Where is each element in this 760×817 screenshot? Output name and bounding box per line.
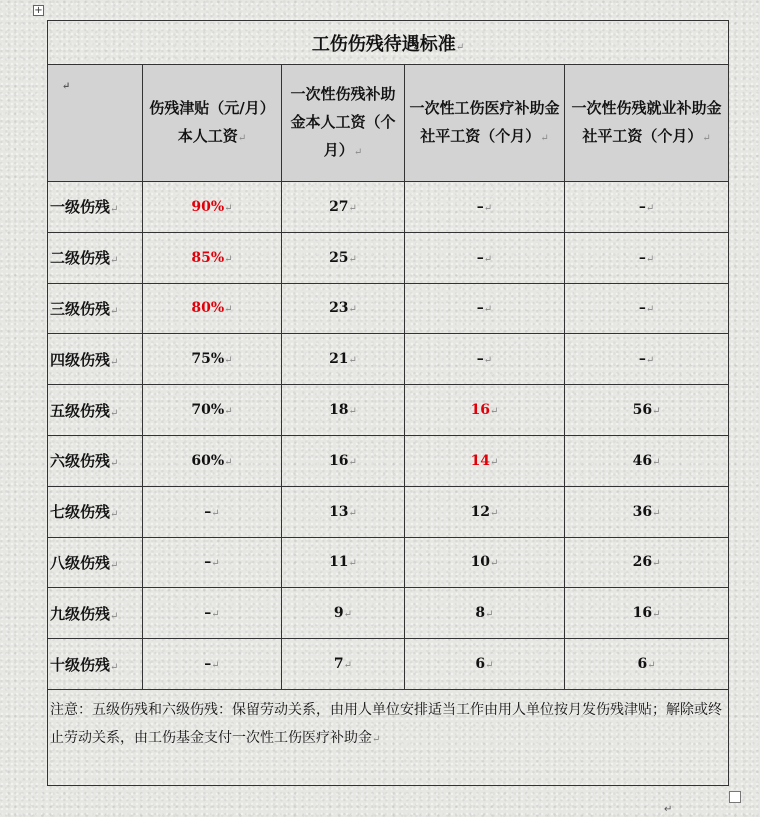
- level-text: 二级伤残: [50, 249, 111, 268]
- table-row: [48, 588, 729, 639]
- employment-value: 16: [632, 605, 653, 622]
- allowance-value: 90%: [191, 198, 225, 215]
- medical-value: –: [476, 300, 484, 317]
- employment-cell[interactable]: [565, 486, 729, 537]
- medical-value: 12: [470, 503, 491, 520]
- employment-value: –: [638, 249, 646, 266]
- allowance-cell[interactable]: [143, 435, 282, 486]
- paragraph-mark-icon: ↵: [348, 558, 357, 570]
- paragraph-mark-icon: ↵: [110, 661, 119, 673]
- paragraph-mark-icon: ↵: [343, 609, 353, 621]
- paragraph-mark-icon: ↵: [348, 304, 357, 316]
- level-cell[interactable]: [48, 182, 143, 233]
- table-row: [48, 639, 729, 690]
- paragraph-mark-icon: ↵: [490, 507, 499, 519]
- note-text: 注意：五级伤残和六级伤残：保留劳动关系，由用人单位安排适当工作由用人单位按月发伤残津贴；解除或终止劳动关系，由工伤基金支付一次性工伤医疗补助金: [50, 701, 722, 746]
- level-text: 九级伤残: [50, 604, 111, 623]
- note-cell[interactable]: [48, 689, 729, 785]
- paragraph-mark-icon: ↵: [348, 202, 357, 214]
- paragraph-mark-icon: ↵: [62, 81, 71, 92]
- header-disability-grant[interactable]: [282, 65, 405, 182]
- level-cell[interactable]: [48, 232, 143, 283]
- paragraph-mark-icon: ↵: [348, 253, 357, 265]
- disability-cell[interactable]: [282, 588, 405, 639]
- header-allowance-text: 伤残津贴（元/月）本人工资: [149, 98, 275, 145]
- allowance-cell[interactable]: [143, 385, 282, 436]
- paragraph-mark-icon: ↵: [110, 255, 119, 267]
- disability-value: 18: [329, 402, 349, 419]
- paragraph-mark-icon: ↵: [483, 202, 493, 214]
- level-cell[interactable]: [48, 435, 143, 486]
- paragraph-mark-icon: ↵: [110, 458, 119, 470]
- medical-value: 14: [470, 452, 491, 469]
- paragraph-mark-icon: ↵: [490, 558, 499, 570]
- paragraph-mark-icon: ↵: [483, 253, 493, 265]
- employment-value: –: [638, 300, 646, 317]
- disability-benefits-table: [47, 20, 729, 786]
- employment-value: 46: [632, 452, 653, 469]
- level-cell[interactable]: [48, 283, 143, 334]
- paragraph-mark-icon: ↵: [652, 507, 661, 519]
- employment-cell[interactable]: [565, 639, 729, 690]
- table-row: [48, 334, 729, 385]
- paragraph-mark-icon: ↵: [348, 406, 357, 418]
- employment-cell[interactable]: [565, 232, 729, 283]
- allowance-cell[interactable]: [143, 283, 282, 334]
- level-text: 一级伤残: [50, 198, 111, 217]
- level-cell[interactable]: [48, 537, 143, 588]
- paragraph-mark-icon: ↵: [224, 355, 233, 367]
- medical-cell[interactable]: [405, 537, 565, 588]
- paragraph-mark-icon: ↵: [211, 558, 220, 570]
- paragraph-mark-icon: ↵: [224, 406, 233, 418]
- allowance-value: –: [204, 503, 212, 520]
- medical-value: –: [476, 351, 484, 368]
- medical-cell[interactable]: [405, 486, 565, 537]
- paragraph-mark-icon: ↵: [343, 660, 353, 672]
- employment-cell[interactable]: [565, 283, 729, 334]
- allowance-value: 60%: [191, 452, 225, 469]
- allowance-value: –: [204, 656, 212, 673]
- disability-cell[interactable]: [282, 537, 405, 588]
- paragraph-mark-icon: ↵: [647, 660, 656, 672]
- header-employment-grant[interactable]: [565, 65, 729, 182]
- disability-value: 21: [329, 351, 349, 368]
- table-move-handle[interactable]: +: [34, 5, 43, 16]
- medical-cell[interactable]: [405, 588, 565, 639]
- table-title-cell[interactable]: [48, 21, 729, 65]
- paragraph-mark-icon: ↵: [483, 355, 493, 367]
- paragraph-mark-icon: ↵: [490, 456, 499, 468]
- paragraph-mark-icon: ↵: [348, 355, 357, 367]
- paragraph-mark-icon: ↵: [490, 406, 499, 418]
- paragraph-mark-icon: ↵: [110, 509, 119, 521]
- disability-cell[interactable]: [282, 435, 405, 486]
- paragraph-mark-icon: ↵: [211, 507, 220, 519]
- employment-value: 6: [637, 656, 648, 673]
- employment-cell[interactable]: [565, 334, 729, 385]
- paragraph-mark-icon: ↵: [224, 253, 233, 265]
- paragraph-mark-icon: ↵: [645, 355, 655, 367]
- header-row: [48, 65, 729, 182]
- medical-value: –: [476, 198, 484, 215]
- paragraph-mark-icon: ↵: [110, 356, 119, 368]
- level-text: 六级伤残: [50, 452, 111, 471]
- header-allowance[interactable]: [143, 65, 282, 182]
- employment-value: 26: [632, 554, 653, 571]
- paragraph-mark-icon: ↵: [483, 304, 493, 316]
- allowance-cell[interactable]: [143, 486, 282, 537]
- paragraph-mark-icon: ↵: [224, 456, 233, 468]
- disability-value: 9: [333, 605, 344, 622]
- paragraph-mark-icon: ↵: [237, 132, 247, 144]
- level-cell[interactable]: [48, 385, 143, 436]
- disability-cell[interactable]: [282, 182, 405, 233]
- paragraph-mark-icon: ↵: [485, 660, 494, 672]
- employment-value: 56: [632, 402, 653, 419]
- employment-cell[interactable]: [565, 537, 729, 588]
- header-medical-grant-text: 一次性工伤医疗补助金社平工资（个月）: [409, 98, 560, 145]
- paragraph-mark-icon: ↵: [645, 202, 655, 214]
- allowance-value: 75%: [191, 351, 225, 368]
- paragraph-mark-icon: ↵: [224, 304, 233, 316]
- disability-cell[interactable]: [282, 486, 405, 537]
- paragraph-mark-icon: ↵: [652, 609, 661, 621]
- allowance-cell[interactable]: [143, 232, 282, 283]
- paragraph-mark-icon: ↵: [645, 304, 655, 316]
- disability-cell[interactable]: [282, 232, 405, 283]
- header-corner-cell[interactable]: [48, 65, 143, 182]
- allowance-cell[interactable]: [143, 182, 282, 233]
- employment-cell[interactable]: [565, 385, 729, 436]
- allowance-value: –: [204, 554, 212, 571]
- table-row: [48, 232, 729, 283]
- employment-value: –: [638, 351, 646, 368]
- allowance-cell[interactable]: [143, 588, 282, 639]
- disability-value: 13: [329, 503, 349, 520]
- paragraph-mark-icon: ↵: [372, 733, 381, 745]
- allowance-cell[interactable]: [143, 334, 282, 385]
- medical-value: 8: [475, 605, 486, 622]
- header-disability-grant-text: 一次性伤残补助金本人工资（个月）: [290, 84, 396, 159]
- disability-cell[interactable]: [282, 334, 405, 385]
- medical-value: 16: [470, 402, 491, 419]
- disability-value: 27: [329, 198, 349, 215]
- level-cell[interactable]: [48, 588, 143, 639]
- paragraph-mark-icon: ↵: [652, 558, 661, 570]
- medical-cell[interactable]: [405, 182, 565, 233]
- level-text: 五级伤残: [50, 401, 111, 420]
- employment-value: –: [638, 198, 646, 215]
- medical-cell[interactable]: [405, 232, 565, 283]
- disability-value: 7: [333, 656, 344, 673]
- level-cell[interactable]: [48, 639, 143, 690]
- level-cell[interactable]: [48, 486, 143, 537]
- level-text: 十级伤残: [50, 655, 111, 674]
- paragraph-mark-icon: ↵: [211, 660, 220, 672]
- paragraph-mark-icon: ↵: [455, 41, 465, 53]
- level-text: 八级伤残: [50, 553, 111, 572]
- disability-value: 23: [329, 300, 349, 317]
- medical-cell[interactable]: [405, 385, 565, 436]
- table-row: [48, 486, 729, 537]
- paragraph-mark-icon: ↵: [110, 559, 119, 571]
- note-row: [48, 689, 729, 785]
- employment-cell[interactable]: [565, 588, 729, 639]
- header-employment-grant-text: 一次性伤残就业补助金社平工资（个月）: [571, 98, 722, 145]
- medical-cell[interactable]: [405, 435, 565, 486]
- paragraph-mark-icon: ↵: [652, 456, 661, 468]
- medical-value: –: [476, 249, 484, 266]
- table-row: [48, 385, 729, 436]
- level-text: 四级伤残: [50, 350, 111, 369]
- level-text: 三级伤残: [50, 299, 111, 318]
- paragraph-mark-icon: ↵: [110, 305, 119, 317]
- paragraph-mark-icon: ↵: [652, 406, 661, 418]
- paragraph-mark-icon: ↵: [353, 146, 363, 158]
- paragraph-mark-icon: ↵: [224, 202, 233, 214]
- paragraph-mark-icon: ↵: [645, 253, 655, 265]
- table-row: [48, 435, 729, 486]
- paragraph-mark-icon: ↵: [540, 132, 549, 144]
- paragraph-mark-icon: ↵: [211, 609, 220, 621]
- allowance-value: 80%: [191, 300, 225, 317]
- table-resize-handle[interactable]: [729, 791, 741, 803]
- allowance-value: –: [204, 605, 212, 622]
- disability-cell[interactable]: [282, 385, 405, 436]
- level-cell[interactable]: [48, 334, 143, 385]
- header-medical-grant[interactable]: [405, 65, 565, 182]
- table-row: [48, 283, 729, 334]
- disability-value: 25: [329, 249, 349, 266]
- table-title: 工伤伤残待遇标准: [311, 33, 456, 55]
- level-text: 七级伤残: [50, 503, 111, 522]
- medical-value: 10: [470, 554, 491, 571]
- table-row: [48, 537, 729, 588]
- paragraph-mark-icon: ↵: [485, 609, 494, 621]
- disability-cell[interactable]: [282, 639, 405, 690]
- medical-value: 6: [475, 656, 486, 673]
- disability-value: 11: [329, 554, 349, 571]
- paragraph-mark-icon: ↵: [664, 804, 673, 815]
- allowance-cell[interactable]: [143, 639, 282, 690]
- paragraph-mark-icon: ↵: [110, 407, 119, 419]
- paragraph-mark-icon: ↵: [348, 456, 357, 468]
- allowance-cell[interactable]: [143, 537, 282, 588]
- employment-value: 36: [632, 503, 653, 520]
- allowance-value: 70%: [191, 402, 225, 419]
- employment-cell[interactable]: [565, 182, 729, 233]
- paragraph-mark-icon: ↵: [348, 507, 357, 519]
- medical-cell[interactable]: [405, 283, 565, 334]
- employment-cell[interactable]: [565, 435, 729, 486]
- paragraph-mark-icon: ↵: [110, 204, 119, 216]
- medical-cell[interactable]: [405, 639, 565, 690]
- title-row: [48, 21, 729, 65]
- paragraph-mark-icon: ↵: [110, 610, 119, 622]
- disability-cell[interactable]: [282, 283, 405, 334]
- allowance-value: 85%: [191, 249, 225, 266]
- table-row: [48, 182, 729, 233]
- disability-value: 16: [329, 452, 349, 469]
- paragraph-mark-icon: ↵: [702, 132, 711, 144]
- medical-cell[interactable]: [405, 334, 565, 385]
